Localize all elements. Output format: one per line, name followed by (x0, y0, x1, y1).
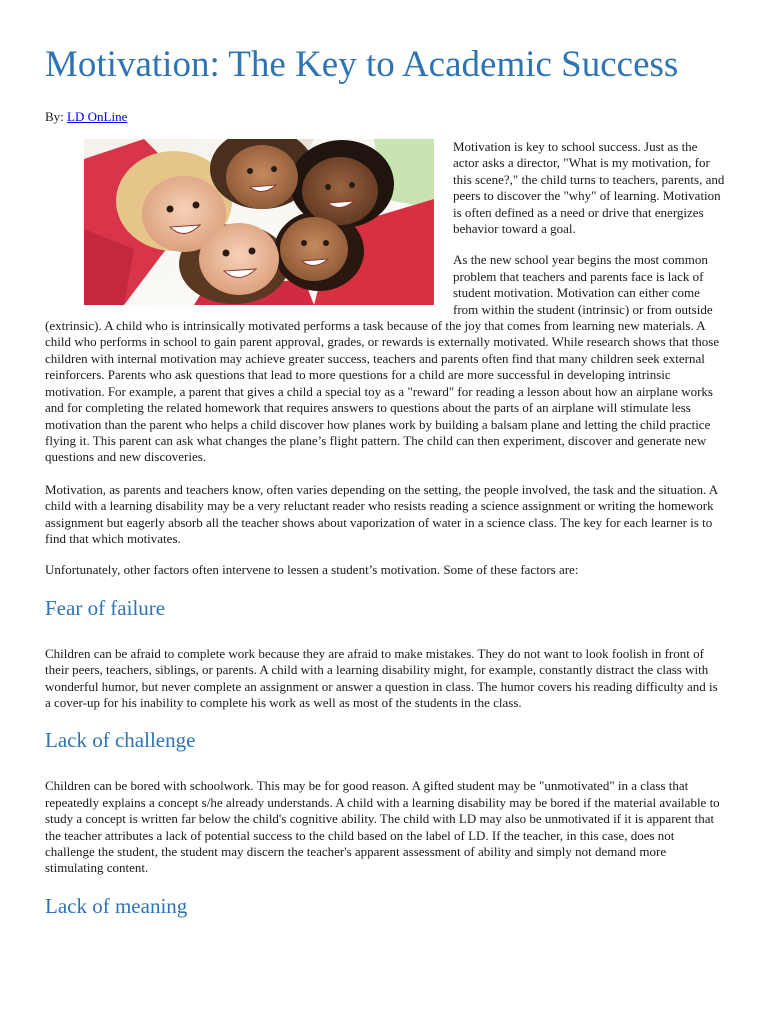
intro-paragraph-1: Motivation is key to school success. Just as the actor asks a director, "What is my motivation, for this scene?," the child turns to teachers, parents, and peers to discover the "why" of learning. Motivation is often defined as a need or drive that energizes behavior toward a goal. (453, 139, 725, 237)
paragraph-4: Unfortunately, other factors often intervene to lessen a student’s motivation. Some of these factors are: (45, 562, 579, 578)
page-title: Motivation: The Key to Academic Success (45, 44, 679, 85)
children-photo (84, 139, 434, 305)
heading-lack-of-challenge: Lack of challenge (45, 728, 196, 753)
children-circle-photo (84, 139, 434, 305)
article (45, 40, 725, 920)
body-section (45, 482, 725, 920)
paragraph-fear-of-failure: Children can be afraid to complete work because they are afraid to make mistakes. They do not want to look foolish in front of their peers, teachers, siblings, or parents. A child with a learning disability might, for example, constantly distract the class with wonderful humor, but never complete an assignment or answer a question in class. The humor covers his reading difficulty and is a cover-up for his inability to complete his work as well as most of the students in the class. (45, 645, 718, 710)
paragraph-lack-of-challenge: Children can be bored with schoolwork. This may be for good reason. A gifted student may be "unmotivated" in a class that repeatedly explains a concept s/he already understands. A child with a learning disability may be bored if the material available to study a concept is written far below the child's cognitive ability. The child with LD may also be unmotivated if it is apparent that the teacher attributes a lack of potential success to the child based on the label of LD. If the teacher, in this case, does not challenge the student, the student may discern the teacher's apparent assessment of ability and simply not demand more stimulating content. (45, 778, 720, 876)
heading-lack-of-meaning: Lack of meaning (45, 893, 188, 918)
heading-fear-of-failure: Fear of failure (45, 595, 166, 620)
byline-prefix: By: (45, 109, 64, 124)
intro-section (45, 139, 725, 466)
author-link[interactable]: LD OnLine (67, 109, 128, 124)
intro-paragraph-2: As the new school year begins the most common problem that teachers and parents face is lack of student motivation. Motivation can either come from within the student (intrinsic) or from outside (extrinsic). A child who is intrinsically motivated performs a task because of the joy that comes from learning new materials. A child who performs in school to gain parent approval, grades, or rewards is externally motivated. While research shows that those children with internal motivation may achieve greater success, teachers and parents often find that many children seek external reinforcers. Parents who ask questions that lead to more questions for a child are more successful in developing intrinsic motivation. For example, a parent that gives a child a special toy as a "reward" for reading a lesson about how an airplane works and for completing the related homework that requires answers to questions about the parts of an airplane will stimulate less motivation than the parent who helps a child discover how planes work by building a balsam plane and letting the child practice flying it. This parent can ask what changes the plane’s flight pattern. The child can then experiment, discover and generate new questions and new discoveries. (45, 252, 720, 465)
paragraph-3: Motivation, as parents and teachers know, often varies depending on the setting, the people involved, the task and the situation. A child with a learning disability may be a very reluctant reader who resists reading a science assignment or writing the homework assignment but eagerly absorb all the teacher shows about vaporization of water in a science class. The key for each learner is to find that which motivates. (45, 481, 718, 546)
byline (45, 109, 725, 125)
